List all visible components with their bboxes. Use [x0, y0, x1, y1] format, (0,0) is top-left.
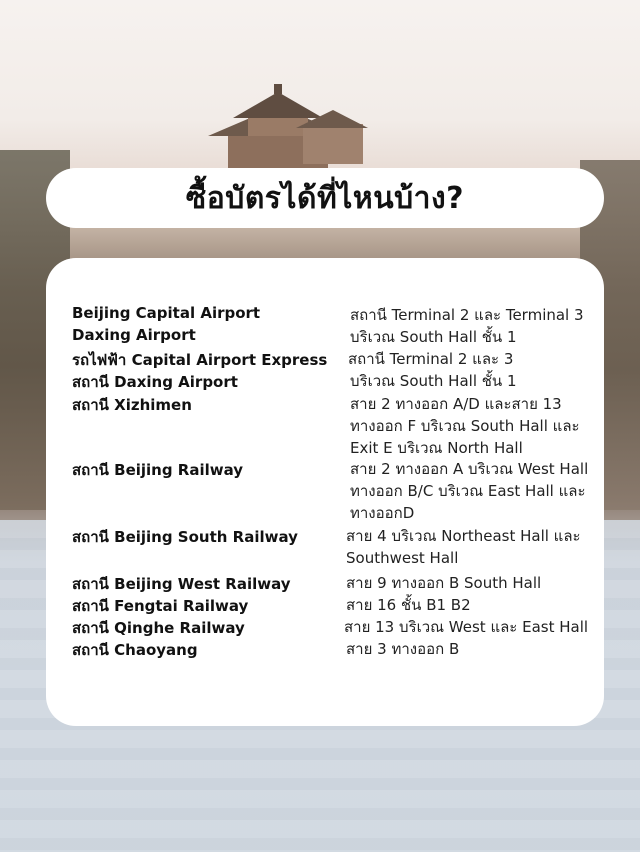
purchase-point-line: สาย 13 บริเวณ West และ East Hall: [344, 618, 589, 636]
purchase-point-line: สถานี Terminal 2 และ 3: [348, 350, 514, 368]
purchase-point-line: Southwest Hall: [346, 549, 459, 567]
location-label: Daxing Airport: [72, 326, 196, 344]
location-label: รถไฟฟ้า Capital Airport Express: [72, 351, 328, 369]
info-card: [46, 258, 604, 726]
purchase-point: [350, 326, 517, 348]
purchase-point-line: สถานี Terminal 2 และ Terminal 3: [350, 306, 584, 324]
purchase-point: [346, 594, 471, 616]
location-label: สถานี Beijing West Railway: [72, 575, 291, 593]
purchase-point: [346, 638, 459, 660]
purchase-point-line: สาย 3 ทางออก B: [346, 640, 460, 658]
purchase-point-line: ทางออก B/C บริเวณ East Hall และ: [350, 482, 586, 500]
purchase-point: [346, 572, 541, 594]
location-label: Beijing Capital Airport: [72, 304, 261, 322]
purchase-point: [350, 304, 584, 326]
location-label: สถานี Beijing South Railway: [72, 528, 298, 546]
purchase-point: [346, 525, 581, 569]
purchase-point-line: สาย 4 บริเวณ Northeast Hall และ: [346, 527, 581, 545]
purchase-point: [344, 616, 588, 638]
location-label: สถานี Qinghe Railway: [72, 619, 245, 637]
purchase-point-line: ทางออก F บริเวณ South Hall และ: [350, 417, 580, 435]
purchase-point-line: Exit E บริเวณ North Hall: [350, 439, 523, 457]
temple-illustration: [188, 84, 368, 168]
purchase-point-line: สาย 2 ทางออก A/D และสาย 13: [350, 395, 562, 413]
location-label: สถานี Daxing Airport: [72, 373, 238, 391]
purchase-point-line: บริเวณ South Hall ชั้น 1: [350, 328, 517, 346]
purchase-point-line: ทางออกD: [350, 504, 415, 522]
page-title: ซื้อบัตรได้ที่ไหนบ้าง?: [185, 180, 465, 216]
location-label: สถานี Chaoyang: [72, 641, 198, 659]
purchase-point: [350, 458, 588, 524]
purchase-point-line: บริเวณ South Hall ชั้น 1: [350, 372, 517, 390]
purchase-point-line: สาย 2 ทางออก A บริเวณ West Hall: [350, 460, 589, 478]
purchase-point: [348, 348, 513, 370]
location-label: สถานี Xizhimen: [72, 396, 192, 414]
purchase-point-line: สาย 16 ชั้น B1 B2: [346, 596, 471, 614]
title-banner: [46, 168, 604, 228]
location-label: สถานี Beijing Railway: [72, 461, 244, 479]
location-label: สถานี Fengtai Railway: [72, 597, 249, 615]
purchase-point-line: สาย 9 ทางออก B South Hall: [346, 574, 542, 592]
purchase-point: [350, 393, 580, 459]
purchase-point: [350, 370, 517, 392]
